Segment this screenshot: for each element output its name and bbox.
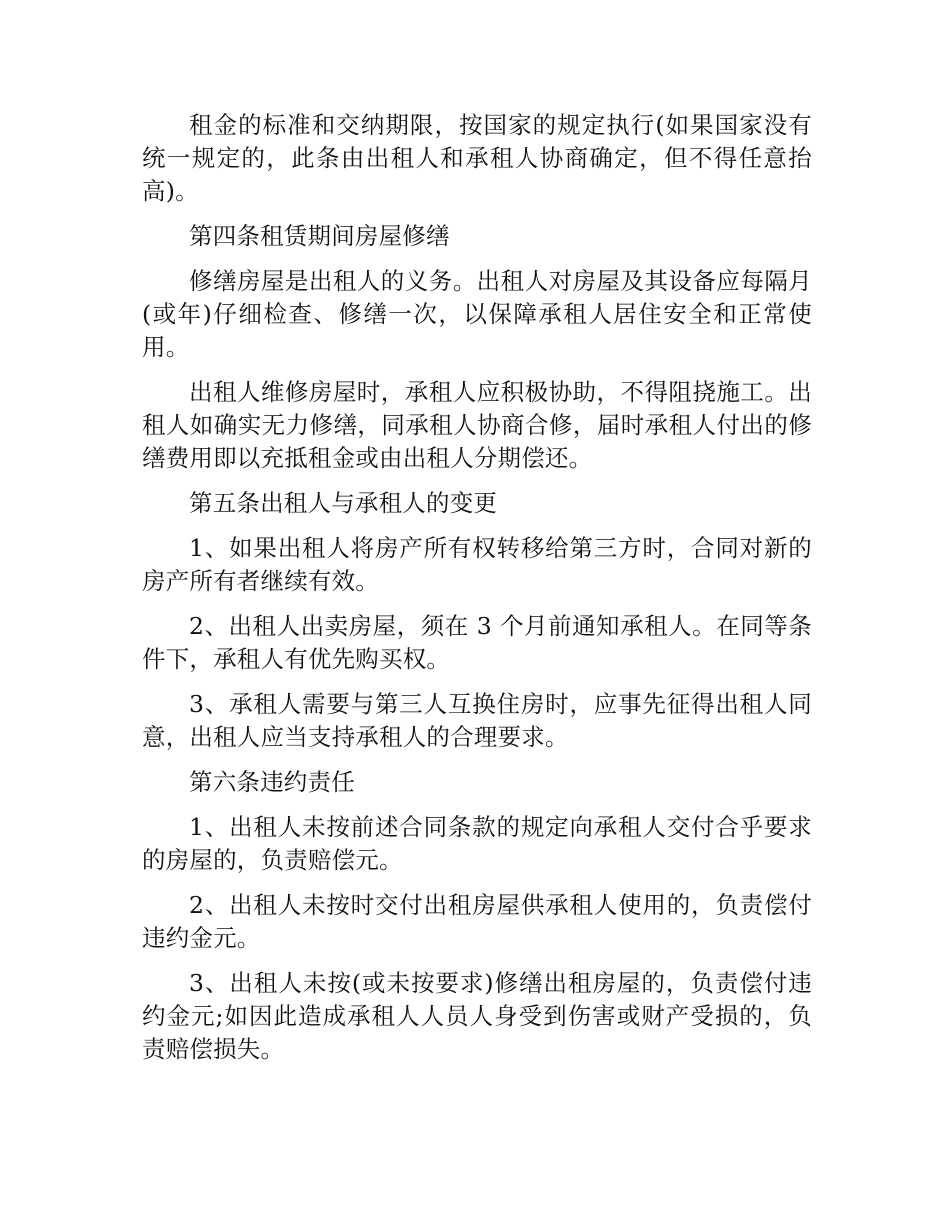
paragraph-breach-1: 1、出租人未按前述合同条款的规定向承租人交付合乎要求的房屋的，负责赔偿元。 <box>142 813 812 874</box>
heading-article-6: 第六条违约责任 <box>189 768 355 796</box>
paragraph-change-2: 2、出租人出卖房屋，须在 3 个月前通知承租人。在同等条件下，承租人有优先购买权。 <box>142 612 812 673</box>
paragraph-repair-assist: 出租人维修房屋时，承租人应积极协助，不得阻挠施工。出租人如确实无力修缮，同承租人协商合修，届时承租人付出的修缮费用即以充抵租金或由出租人分期偿还。 <box>142 378 812 472</box>
paragraph-breach-3: 3、出租人未按(或未按要求)修缮出租房屋的，负责偿付违约金元;如因此造成承租人人员人身受到伤害或财产受损的，负责赔偿损失。 <box>142 969 812 1063</box>
paragraph-repair-duty: 修缮房屋是出租人的义务。出租人对房屋及其设备应每隔月(或年)仔细检查、修缮一次，以保障承租人居住安全和正常使用。 <box>142 267 812 361</box>
paragraph-rent-standard: 租金的标准和交纳期限，按国家的规定执行(如果国家没有统一规定的，此条由出租人和承租人协商确定，但不得任意抬高)。 <box>142 111 812 205</box>
heading-article-5: 第五条出租人与承租人的变更 <box>189 489 498 517</box>
paragraph-breach-2: 2、出租人未按时交付出租房屋供承租人使用的，负责偿付违约金元。 <box>142 891 812 952</box>
paragraph-change-3: 3、承租人需要与第三人互换住房时，应事先征得出租人同意，出租人应当支持承租人的合理要求。 <box>142 690 812 751</box>
heading-article-4: 第四条租赁期间房屋修缮 <box>189 222 450 250</box>
paragraph-change-1: 1、如果出租人将房产所有权转移给第三方时，合同对新的房产所有者继续有效。 <box>142 534 812 595</box>
